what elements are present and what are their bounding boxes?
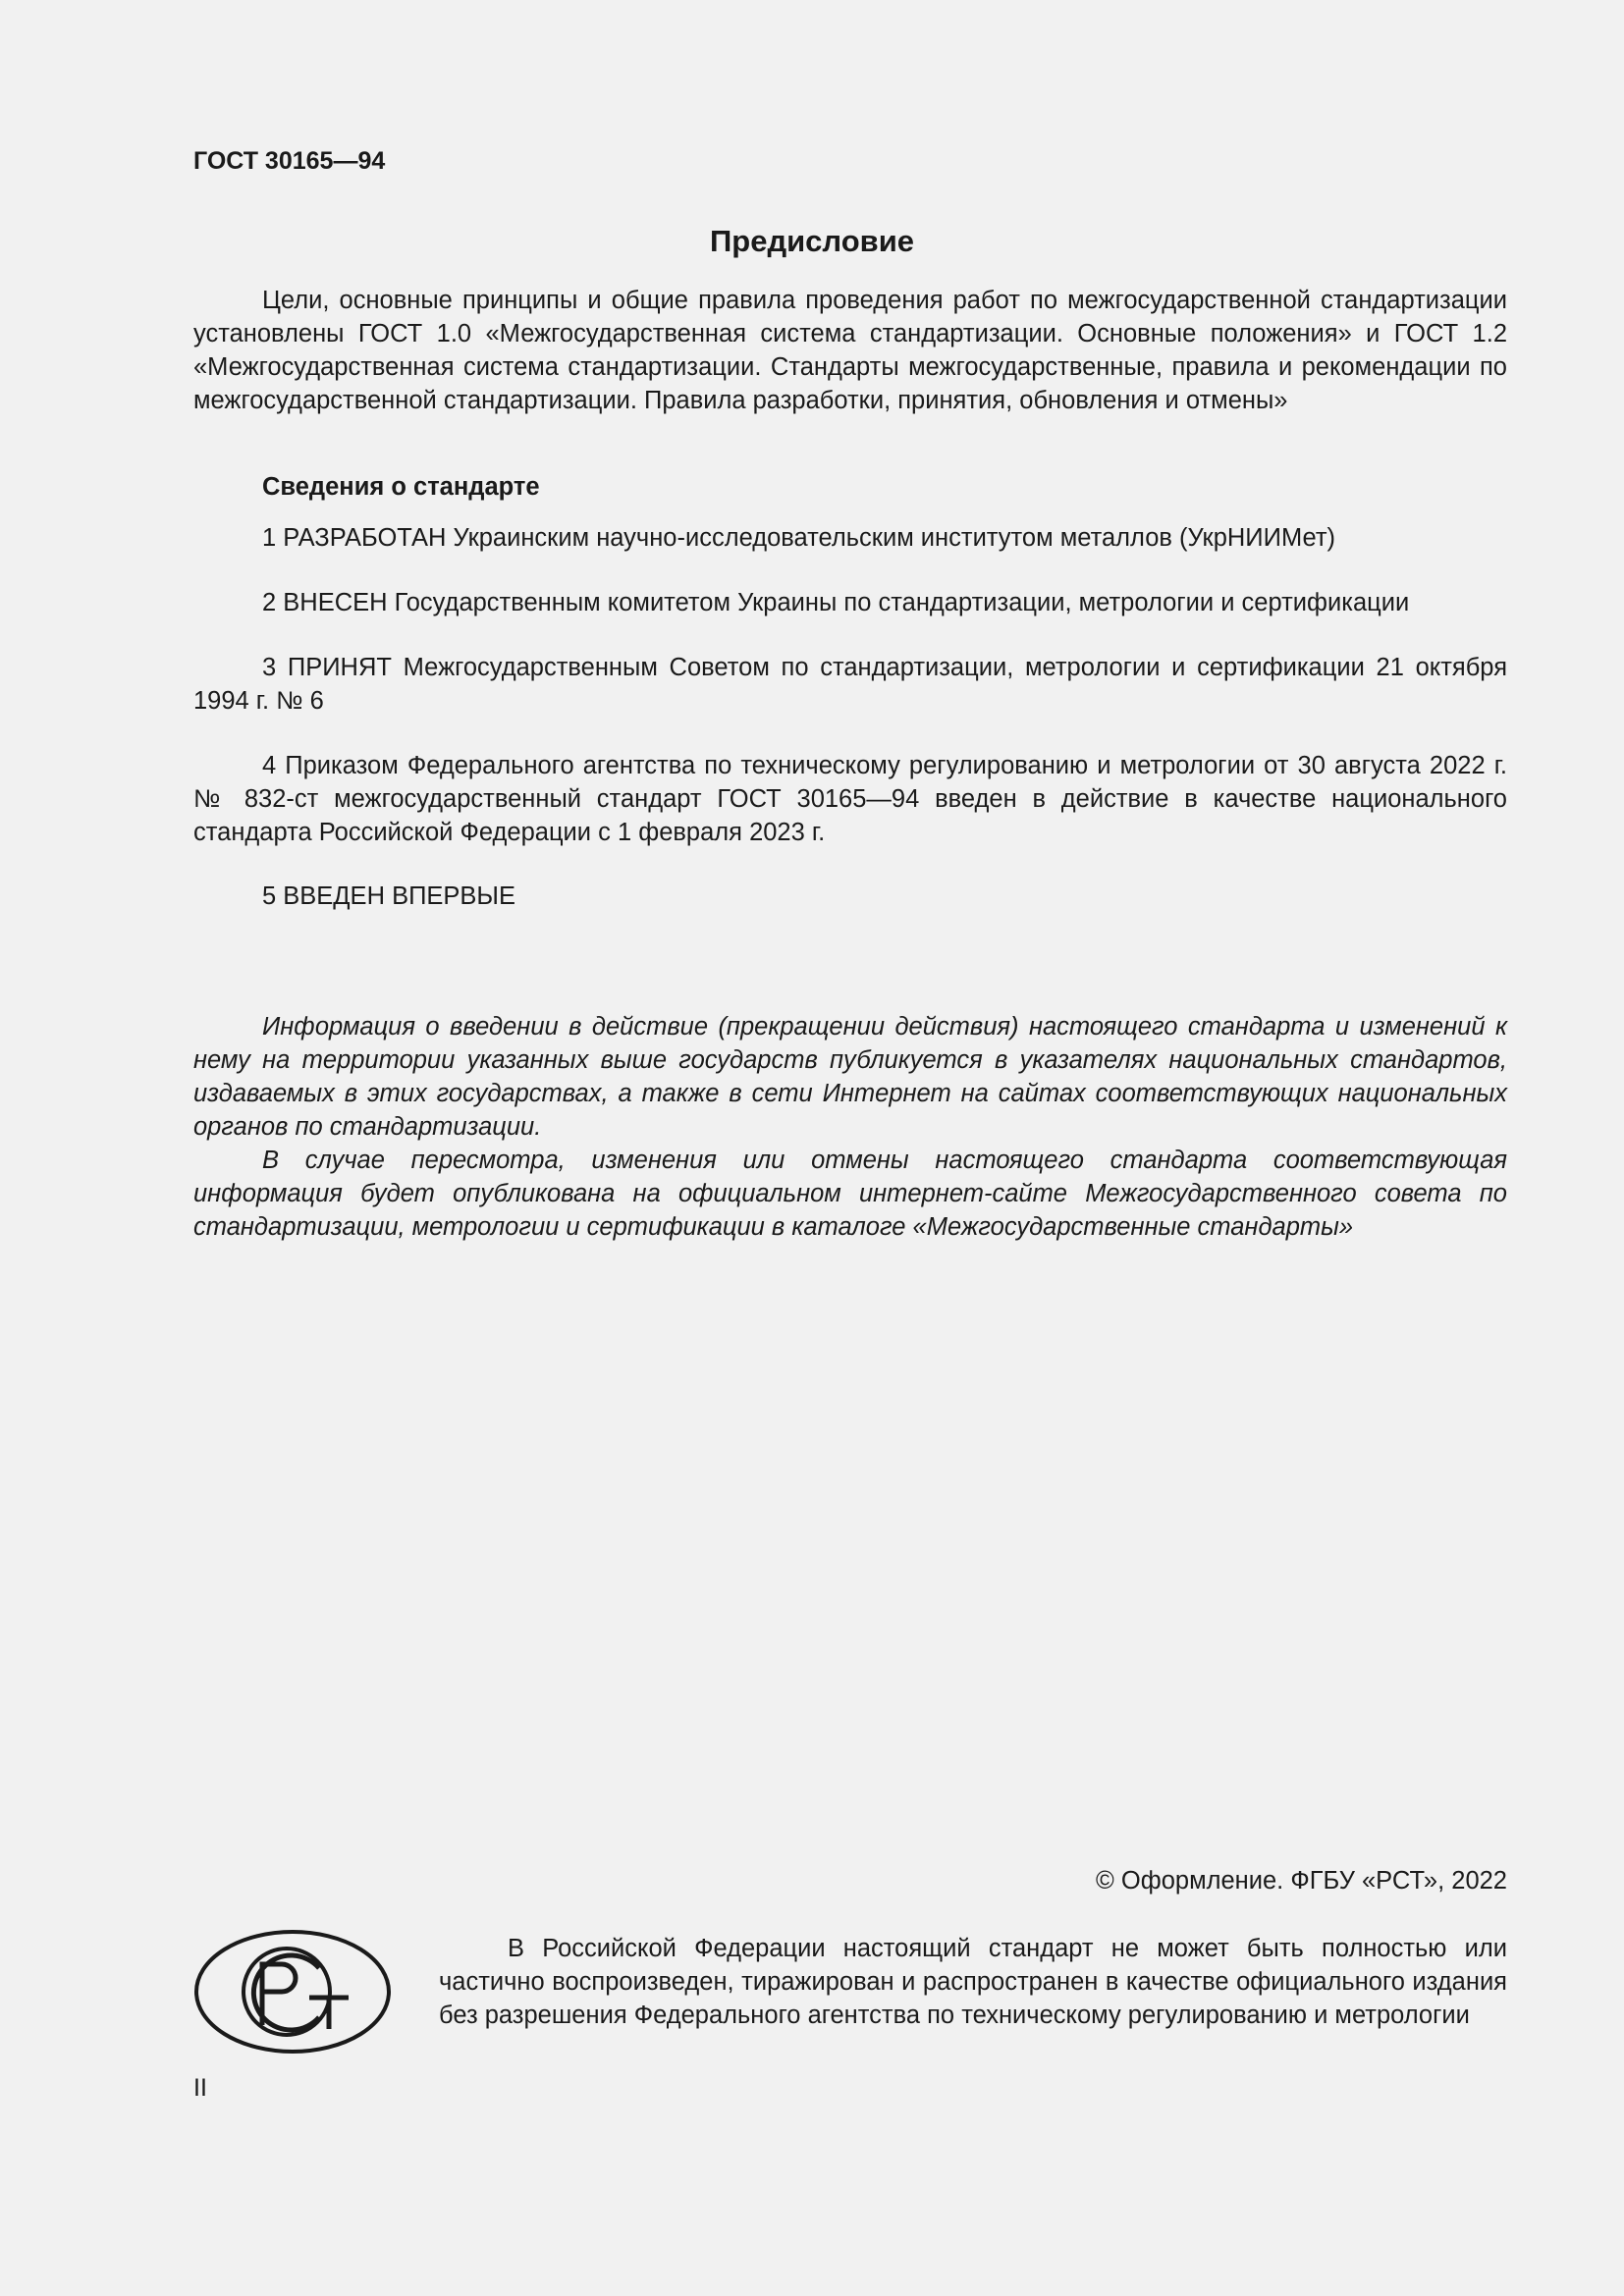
standard-info-heading: Сведения о стандарте	[262, 473, 540, 501]
info-item-1: 1 РАЗРАБОТАН Украинским научно-исследовательским институтом металлов (УкрНИИМет)	[262, 524, 1336, 552]
rst-logo-icon	[193, 1929, 392, 2055]
info-item-2: 2 ВНЕСЕН Государственным комитетом Украины по стандартизации, метрологии и сертификации	[262, 589, 1410, 616]
copyright-line: © Оформление. ФГБУ «РСТ», 2022	[1096, 1867, 1507, 1895]
standard-code-header: ГОСТ 30165—94	[193, 147, 386, 175]
info-item-4: 4 Приказом Федерального агентства по техническому регулированию и метрологии от 30 августа 2022 г. № 832-ст межгосударственный стандарт ГОСТ 30165—94 введен в действие в качестве национального стандарта Российской Федерации с 1 февраля 2023 г.	[193, 752, 1507, 846]
info-item-5: 5 ВВЕДЕН ВПЕРВЫЕ	[262, 882, 516, 910]
page-number: II	[193, 2074, 207, 2102]
italic-note-2: В случае пересмотра, изменения или отмены настоящего стандарта соответствующая информация будет опубликована на официальном интернет-сайте Межгосударственного совета по стандартизации, метрологии и сертификации в каталоге «Межгосударственные стандарты»	[193, 1147, 1507, 1241]
italic-note-1: Информация о введении в действие (прекращении действия) настоящего стандарта и изменений к нему на территории указанных выше государств публикуется в указателях национальных стандартов, издаваемых в этих государствах, а также в сети Интернет на сайтах соответствующих национальных органов по стандартизации.	[193, 1013, 1507, 1141]
info-item-3: 3 ПРИНЯТ Межгосударственным Советом по стандартизации, метрологии и сертификации 21 октября 1994 г. № 6	[193, 654, 1507, 715]
copyright-notice: В Российской Федерации настоящий стандарт не может быть полностью или частично воспроизведен, тиражирован и распространен в качестве официального издания без разрешения Федерального агентства по техническому регулированию и метрологии	[439, 1935, 1507, 2029]
intro-paragraph: Цели, основные принципы и общие правила проведения работ по межгосударственной стандартизации установлены ГОСТ 1.0 «Межгосударственная система стандартизации. Основные положения» и ГОСТ 1.2 «Межгосударственная система стандартизации. Стандарты межгосударственные, правила и рекомендации по межгосударственной стандартизации. Правила разработки, принятия, обновления и отмены»	[193, 287, 1507, 414]
page-title: Предисловие	[709, 224, 914, 258]
